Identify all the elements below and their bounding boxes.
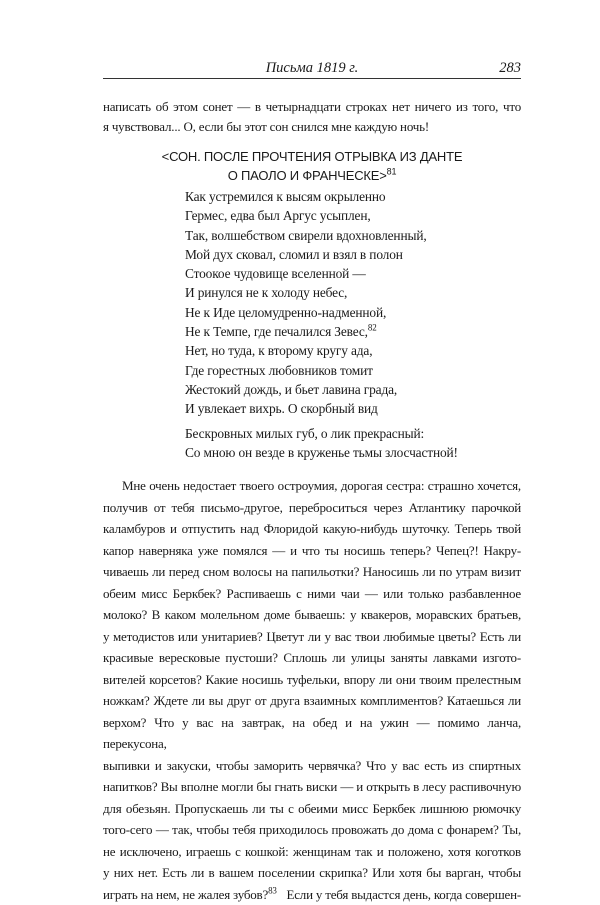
text-line bbox=[103, 884, 521, 905]
text-line: для обезьян. Пропускаешь ли ты с обеими мисс Беркбек лишнюю рюмочку bbox=[103, 798, 521, 820]
text-line: напитков? Вы вполне могли бы гнать виски — и открыть в лесу распивочную bbox=[103, 776, 521, 798]
page-number: 283 bbox=[499, 60, 521, 77]
poem-line: И увлекает вихрь. О скорбный вид bbox=[185, 399, 585, 418]
text-line: красивые вересковые пустоши? Сплошь ли улицы заняты лавками изгото- bbox=[103, 647, 521, 669]
poem-line: Не к Темпе, где печалился Зевес, bbox=[185, 324, 368, 339]
text-line: у них нет. Есть ли в вашем поселении скрипка? Или хотя бы варган, чтобы bbox=[103, 862, 521, 884]
text-line: капор наверняка уже помялся — и что ты носишь теперь? Чепец?! Накру- bbox=[103, 540, 521, 562]
poem-line: Стоокое чудовище вселенной — bbox=[185, 264, 585, 283]
poem-line: Со мною он везде в круженье тьмы злосчастной! bbox=[185, 443, 585, 462]
poem-stanza-1 bbox=[185, 187, 585, 419]
poem-title bbox=[103, 147, 521, 185]
running-title: Письма 1819 г. bbox=[103, 60, 521, 77]
footnote-ref: 82 bbox=[368, 323, 377, 333]
text-line: чиваешь ли перед сном волосы на папильотки? Наносишь ли по утрам визит bbox=[103, 561, 521, 583]
text-fragment: Если у тебя выдастся день, когда совершен- bbox=[286, 884, 521, 905]
text-line: того-сего — так, чтобы тебя приходилось провожать до дома с фонарем? Ты, bbox=[103, 819, 521, 841]
poem-title-line: О ПАОЛО И ФРАНЧЕСКЕ> bbox=[228, 168, 387, 183]
poem-line: Мой дух сковал, сломил и взял в полон bbox=[185, 245, 585, 264]
text-line: обеим мисс Беркбек? Распиваешь с ними чаи — или только разбавленное bbox=[103, 583, 521, 605]
text-line: получив от тебя письмо-другое, переброситься через Атлантику парочкой bbox=[103, 497, 521, 519]
poem-title-line: <СОН. ПОСЛЕ ПРОЧТЕНИЯ ОТРЫВКА ИЗ ДАНТЕ bbox=[103, 147, 521, 166]
poem-line: Как устремился к высям окрыленно bbox=[185, 187, 585, 206]
text-line: Мне очень недостает твоего остроумия, дорогая сестра: страшно хочется, bbox=[103, 475, 521, 497]
poem-line: И ринулся не к холоду небес, bbox=[185, 283, 585, 302]
poem-line: Не к Иде целомудренно-надменной, bbox=[185, 303, 585, 322]
text-line: ножкам? Ждете ли вы друг от друга взаимных комплиментов? Катаешься ли bbox=[103, 690, 521, 712]
text-line: написать об этом сонет — в четырнадцати строках нет ничего из того, что bbox=[103, 97, 521, 117]
poem-line: Жестокий дождь, и бьет лавина града, bbox=[185, 380, 585, 399]
poem-stanza-2 bbox=[185, 424, 585, 463]
footnote-ref: 81 bbox=[387, 167, 397, 177]
text-line: я чувствовал... О, если бы этот сон снился мне каждую ночь! bbox=[103, 117, 521, 137]
poem-line: Нет, но туда, к второму кругу ада, bbox=[185, 341, 585, 360]
text-line: молоко? В каком молельном доме бываешь: у квакеров, моравских братьев, bbox=[103, 604, 521, 626]
poem-line: Где горестных любовников томит bbox=[185, 361, 585, 380]
poem-line: Бескровных милых губ, о лик прекрасный: bbox=[185, 424, 585, 443]
text-line: у методистов или унитариев? Цветут ли у вас твои любимые цветы? Есть ли bbox=[103, 626, 521, 648]
footnote-ref: 83 bbox=[268, 885, 277, 895]
text-line: каламбуров и отпустить над Флоридой какую-нибудь шуточку. Теперь твой bbox=[103, 518, 521, 540]
text-line: верхом? Что у вас на завтрак, на обед и на ужин — помимо ланча, перекусона, bbox=[103, 712, 521, 755]
body-paragraph bbox=[103, 475, 521, 905]
text-line: выпивки и закуски, чтобы заморить червячка? Что у вас есть из спиртных bbox=[103, 755, 521, 777]
poem-line: Так, волшебством свирели вдохновленный, bbox=[185, 226, 585, 245]
running-header bbox=[103, 60, 521, 79]
text-line: вителей корсетов? Какие носишь туфельки, впору ли они твоим прелестным bbox=[103, 669, 521, 691]
poem-line: Гермес, едва был Аргус усыплен, bbox=[185, 206, 585, 225]
text-fragment: играть на нем, не жалея зубов? bbox=[103, 887, 268, 902]
intro-paragraph bbox=[103, 97, 521, 136]
text-line: не исключено, играешь с кошкой: женщинам так и положено, хотя коготков bbox=[103, 841, 521, 863]
